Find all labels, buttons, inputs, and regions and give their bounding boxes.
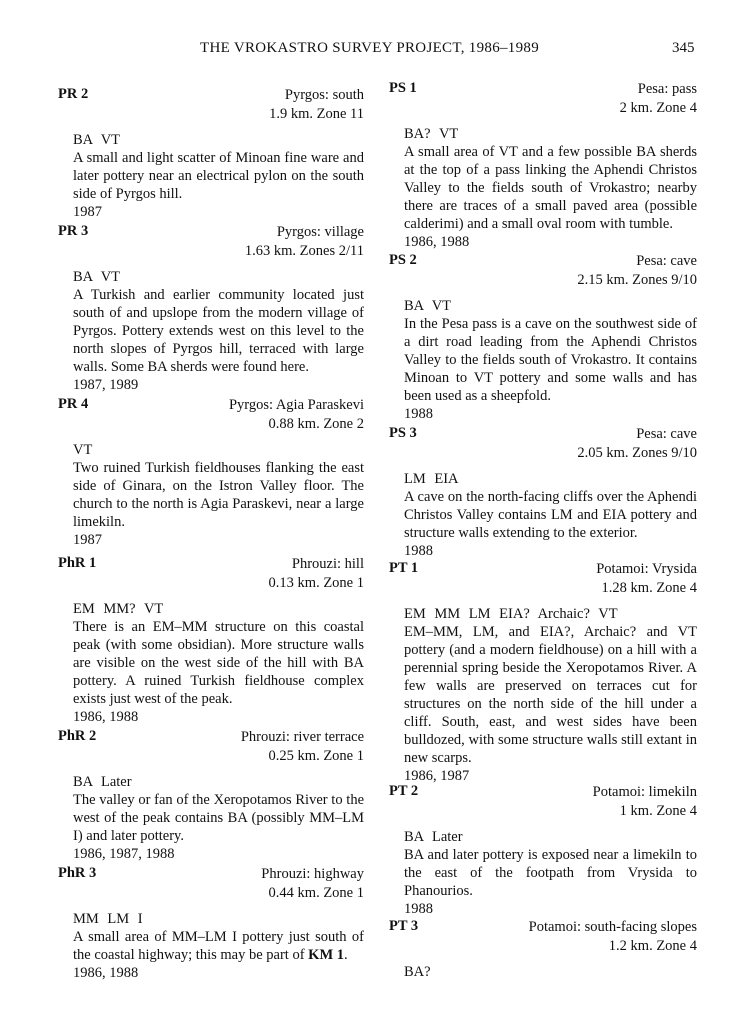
site-distance-zone: 1.63 km. Zones 2/11	[244, 243, 364, 259]
site-periods: BA VT	[404, 298, 452, 314]
site-years: 1986, 1987, 1988	[73, 846, 175, 862]
site-entry-pr2	[58, 86, 364, 221]
site-distance-zone: 2 km. Zone 4	[619, 100, 697, 116]
site-id: PR 3	[58, 223, 89, 239]
site-entry-phr3	[58, 865, 364, 982]
site-distance-zone: 1.28 km. Zone 4	[601, 580, 697, 596]
site-years: 1986, 1987	[404, 768, 470, 784]
site-distance-zone: 1 km. Zone 4	[619, 803, 697, 819]
site-distance-zone: 0.13 km. Zone 1	[268, 575, 364, 591]
site-location: Pyrgos: Agia Paraskevi	[228, 397, 364, 413]
site-location: Potamoi: Vrysida	[596, 561, 697, 577]
site-description: BA and later pottery is exposed near a limekiln to the east of the footpath from Vrysida to Phanourios.	[404, 847, 697, 899]
site-location: Phrouzi: highway	[261, 866, 364, 882]
site-years: 1988	[404, 543, 433, 559]
site-periods: BA Later	[73, 774, 132, 790]
site-description: In the Pesa pass is a cave on the southwest side of a dirt road leading from the Aphendi Christos Valley to the fields south of Vrokastro. It contains Minoan to VT pottery and some walls and has been used as a sheepfold.	[404, 316, 697, 404]
site-distance-zone: 1.9 km. Zone 11	[269, 106, 364, 122]
site-description-end: .	[344, 947, 348, 963]
site-entry-phr1	[58, 555, 364, 726]
site-location: Pyrgos: village	[276, 224, 364, 240]
site-distance-zone: 1.2 km. Zone 4	[608, 938, 697, 954]
site-entry-phr2	[58, 728, 364, 863]
site-cross-reference: KM 1	[308, 947, 345, 963]
site-id: PT 3	[389, 918, 419, 934]
site-distance-zone: 0.88 km. Zone 2	[268, 416, 364, 432]
site-periods: BA VT	[73, 269, 121, 285]
site-years: 1987, 1989	[73, 377, 139, 393]
site-entry-pt1	[389, 560, 697, 785]
site-periods: EM MM LM EIA? Archaic? VT	[404, 606, 618, 622]
site-years: 1987	[73, 204, 102, 220]
site-entry-ps1	[389, 80, 697, 251]
site-id: PR 4	[58, 396, 89, 412]
site-id: PhR 2	[58, 728, 97, 744]
site-description-text: A small area of MM–LM I pottery just south of the coastal highway; this may be part of	[73, 929, 364, 963]
site-distance-zone: 0.44 km. Zone 1	[268, 885, 364, 901]
site-id: PhR 3	[58, 865, 97, 881]
site-entry-pr4	[58, 396, 364, 549]
site-location: Pesa: cave	[636, 426, 697, 442]
site-periods: MM LM I	[73, 911, 143, 927]
site-location: Potamoi: south-facing slopes	[528, 919, 697, 935]
site-description	[73, 928, 364, 964]
site-description: EM–MM, LM, and EIA?, Archaic? and VT pottery (and a modern fieldhouse) on a hill with a perennial spring beside the Xeropotamos River. A few walls are preserved on terraces cut for structures on the north side of the hill under a cliff. South, east, and west sides have been bulldozed, with some structure walls still extant in new scarps.	[404, 624, 697, 766]
site-years: 1986, 1988	[73, 965, 139, 981]
site-entry-pt2	[389, 783, 697, 918]
site-entry-pt3	[389, 918, 697, 981]
site-description: The valley or fan of the Xeropotamos River to the west of the peak contains BA (possibly MM–LM I) and later pottery.	[73, 792, 364, 844]
site-id: PS 1	[389, 80, 417, 96]
page-number: 345	[672, 40, 695, 56]
site-location: Pesa: pass	[637, 81, 697, 97]
site-years: 1988	[404, 406, 433, 422]
site-description: A Turkish and earlier community located just south of and upslope from the modern village of Pyrgos. Pottery extends west on this level to the north slopes of Pyrgos hill, terraced with large walls. Some BA sherds were found here.	[73, 287, 364, 375]
site-entry-ps2	[389, 252, 697, 423]
site-description: There is an EM–MM structure on this coastal peak (with some obsidian). More structure walls are visible on the west side of the hill with BA pottery. A ruined Turkish fieldhouse complex exists just west of the peak.	[73, 619, 364, 707]
site-years: 1986, 1988	[404, 234, 470, 250]
site-periods: BA? VT	[404, 126, 459, 142]
site-description: A small and light scatter of Minoan fine ware and later pottery near an electrical pylon on the south side of Pyrgos hill.	[73, 150, 364, 202]
running-header	[0, 40, 756, 62]
site-periods: VT	[73, 442, 93, 458]
site-location: Pesa: cave	[636, 253, 697, 269]
site-id: PR 2	[58, 86, 89, 102]
site-years: 1988	[404, 901, 433, 917]
site-entry-ps3	[389, 425, 697, 560]
site-id: PS 2	[389, 252, 417, 268]
site-id: PS 3	[389, 425, 417, 441]
site-location: Phrouzi: hill	[291, 556, 364, 572]
site-location: Potamoi: limekiln	[592, 784, 697, 800]
site-description: Two ruined Turkish fieldhouses flanking the east side of Ginara, on the Istron Valley floor. The church to the north is Agia Paraskevi, near a large limekiln.	[73, 460, 364, 530]
site-id: PhR 1	[58, 555, 97, 571]
site-periods: EM MM? VT	[73, 601, 164, 617]
site-location: Pyrgos: south	[284, 87, 364, 103]
site-distance-zone: 2.15 km. Zones 9/10	[577, 272, 697, 288]
site-distance-zone: 2.05 km. Zones 9/10	[577, 445, 697, 461]
site-periods: LM EIA	[404, 471, 459, 487]
site-years: 1986, 1988	[73, 709, 139, 725]
site-id: PT 1	[389, 560, 419, 576]
site-periods: BA Later	[404, 829, 463, 845]
site-distance-zone: 0.25 km. Zone 1	[268, 748, 364, 764]
site-periods: BA?	[404, 964, 431, 980]
site-description: A small area of VT and a few possible BA sherds at the top of a pass linking the Aphendi Christos Valley to the fields south of Vrokastro; nearby there are traces of a small paved area (possible calderimi) and a small oval room with tumble.	[404, 144, 697, 232]
site-description: A cave on the north-facing cliffs over the Aphendi Christos Valley contains LM and EIA pottery and structure walls extending to the exterior.	[404, 489, 697, 541]
site-id: PT 2	[389, 783, 419, 799]
running-title: THE VROKASTRO SURVEY PROJECT, 1986–1989	[200, 40, 539, 56]
site-entry-pr3	[58, 223, 364, 394]
site-location: Phrouzi: river terrace	[240, 729, 364, 745]
site-periods: BA VT	[73, 132, 121, 148]
site-years: 1987	[73, 532, 102, 548]
